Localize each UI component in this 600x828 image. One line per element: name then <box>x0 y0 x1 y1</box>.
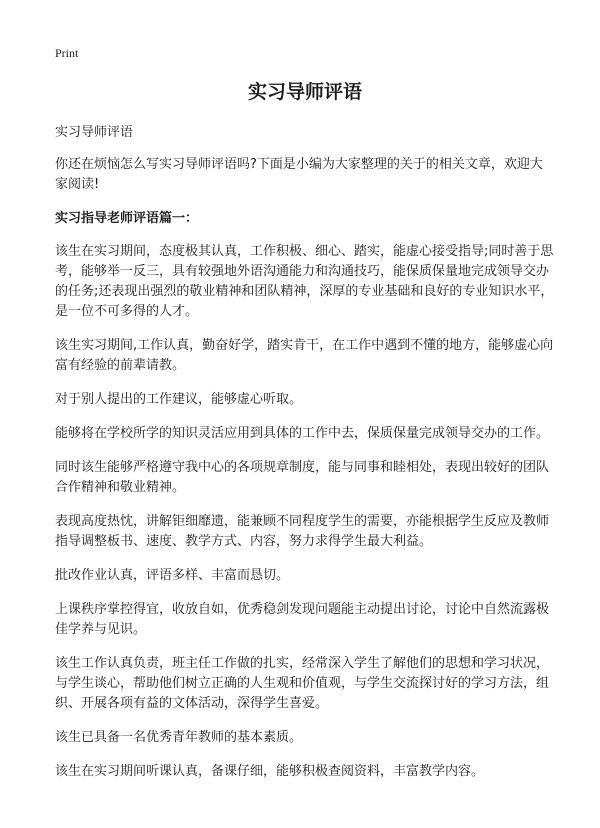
paragraph-11: 该生在实习期间听课认真，备课仔细，能够积极查阅资料，丰富教学内容。 <box>55 764 485 779</box>
paragraph-6: 表现高度热忱，讲解钜细靡遗，能兼顾不同程度学生的需要，亦能根据学生反应及教师指导调整板书、速度、教学方式、内容，努力求得学生最大利益。 <box>55 514 550 549</box>
paragraph-9: 该生工作认真负责，班主任工作做的扎实，经常深入学生了解他们的思想和学习状况，与学生谈心，帮助他们树立正确的人生观和价值观，与学生交流探讨好的学习方法，组织、开展各项有益的文体活动，深得学生喜爱。 <box>55 656 550 711</box>
print-link[interactable]: Print <box>55 46 79 60</box>
paragraph-8: 上课秩序掌控得宜，收放自如，优秀稳剑发现问题能主动提出讨论，讨论中自然流露极佳学养与见识。 <box>55 602 550 637</box>
paragraph-4: 能够将在学校所学的知识灵活应用到具体的工作中去，保质保量完成领导交办的工作。 <box>55 426 550 441</box>
page-title: 实习导师评语 <box>247 81 362 103</box>
paragraph-10: 该生已具备一名优秀青年教师的基本素质。 <box>55 730 303 745</box>
paragraph-3: 对于别人提出的工作建议，能够虚心听取。 <box>55 392 303 407</box>
section-heading: 实习指导老师评语篇一： <box>55 211 199 226</box>
paragraph-5: 同时该生能够严格遵守我中心的各项规章制度，能与同事和睦相处，表现出较好的团队合作精神和敬业精神。 <box>55 460 550 495</box>
document-subtitle: 实习导师评语 <box>55 125 134 140</box>
document-body <box>55 78 555 796</box>
paragraph-7: 批改作业认真，评语多样、丰富而恳切。 <box>55 568 290 583</box>
paragraph-1: 该生在实习期间，态度极其认真，工作积极、细心、踏实，能虚心接受指导;同时善于思考，能够举一反三，具有较强地外语沟通能力和沟通技巧，能保质保量地完成领导交办的任务;还表现出强烈的敬业精神和团队精神，深厚的专业基础和良好的专业知识水平，是一位不可多得的人才。 <box>55 244 554 319</box>
intro-paragraph: 你还在烦恼怎么写实习导师评语吗?下面是小编为大家整理的关于的相关文章，欢迎大家阅读! <box>55 157 543 192</box>
paragraph-2: 该生实习期间,工作认真，勤奋好学，踏实肯干，在工作中遇到不懂的地方，能够虚心向富有经验的前辈请教。 <box>55 338 554 373</box>
